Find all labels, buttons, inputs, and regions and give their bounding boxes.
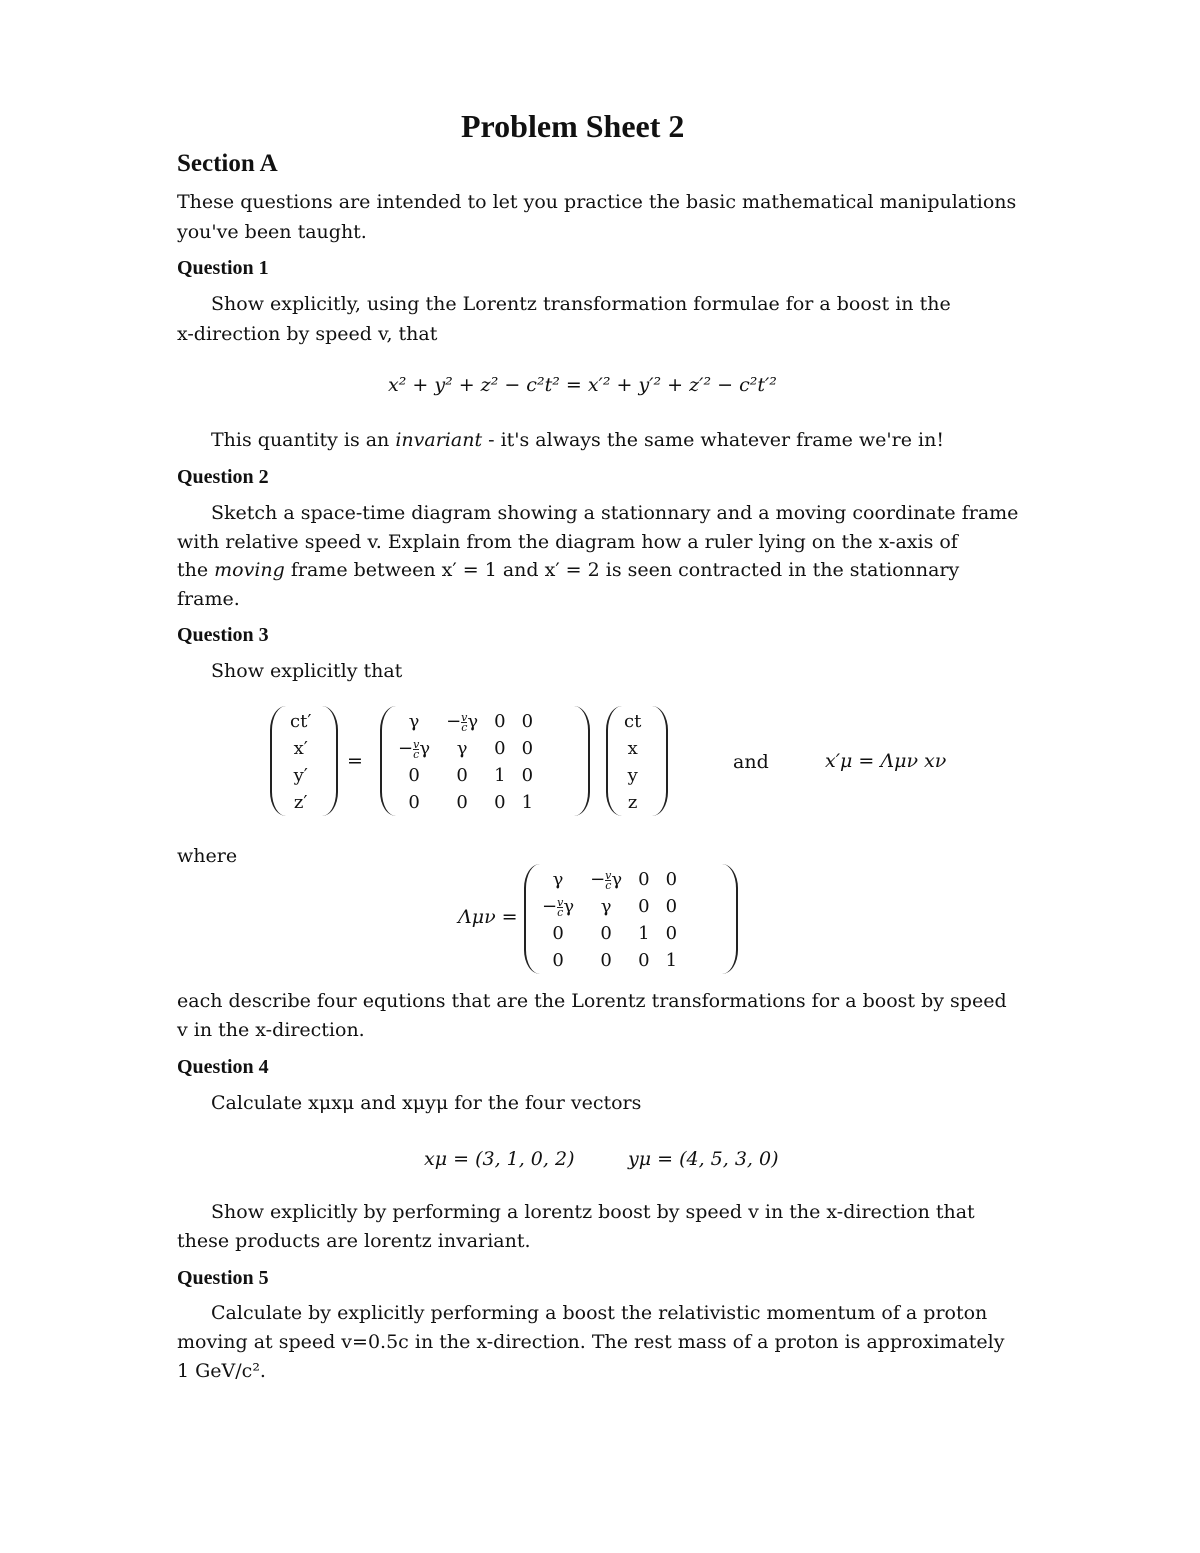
vector-y: yμ = (4, 5, 3, 0) — [628, 1148, 779, 1170]
invariant-equation: x² + y² + z² − c²t² = x′² + y′² + z′² − c²t′² — [388, 374, 777, 396]
question-4-line2: Show explicitly by performing a lorentz boost by speed v in the x-direction that — [211, 1201, 975, 1223]
where-word: where — [177, 845, 238, 867]
rhs-z: z — [627, 792, 638, 813]
question-3-line1: Show explicitly that — [211, 660, 403, 682]
lhs-z: z′ — [293, 792, 308, 813]
question-3-after2: v in the x-direction. — [177, 1019, 365, 1041]
question-5-line3: 1 GeV/c². — [177, 1360, 266, 1382]
note-text-end: - it's always the same whatever frame we're in! — [482, 429, 944, 451]
question-1-line1: Show explicitly, using the Lorentz transformation formulae for a boost in the — [211, 293, 951, 315]
question-1-heading: Question 1 — [177, 257, 269, 279]
line3-end: frame between x′ = 1 and x′ = 2 is seen contracted in the stationnary — [284, 559, 960, 581]
lhs-y: y′ — [293, 765, 308, 786]
question-2-line4: frame. — [177, 588, 240, 610]
question-3-heading: Question 3 — [177, 624, 269, 646]
section-intro-line1: These questions are intended to let you practice the basic mathematical manipulations — [177, 191, 1017, 213]
question-3-after1: each describe four equtions that are the Lorentz transformations for a boost by speed — [177, 990, 1007, 1012]
lhs-ct: ct′ — [290, 711, 312, 732]
lhs-vector — [282, 708, 319, 816]
lorentz-matrix: γ − $\frac{v}{c}$ γ 0 0 − $\frac{v}{c}$ γ γ 0 0 0 0 1 0 0 0 0 1 — [398, 710, 534, 813]
lambda-label: Λμν = — [458, 906, 518, 928]
right-paren — [652, 706, 668, 816]
question-2-line2: with relative speed v. Explain from the diagram how a ruler lying on the x-axis of — [177, 531, 958, 553]
rhs-ct: ct — [624, 711, 642, 732]
question-2-line1: Sketch a space-time diagram showing a stationnary and a moving coordinate frame — [211, 502, 1019, 524]
rhs-vector — [616, 708, 649, 816]
rhs-x: x — [627, 738, 638, 759]
and-word: and — [733, 751, 769, 773]
vector-x: xμ = (3, 1, 0, 2) — [424, 1148, 575, 1170]
equals-sign: = — [347, 750, 363, 772]
question-4-line3: these products are lorentz invariant. — [177, 1230, 531, 1252]
question-4-heading: Question 4 — [177, 1056, 269, 1078]
line3-start: the — [177, 559, 215, 581]
question-4-line1: Calculate xμxμ and xμyμ for the four vectors — [211, 1092, 642, 1114]
section-intro-line2: you've been taught. — [177, 221, 367, 243]
right-paren — [322, 706, 338, 816]
lambda-matrix: γ − $\frac{v}{c}$ γ 0 0 − $\frac{v}{c}$ γ γ 0 0 0 0 1 0 0 0 0 1 — [542, 868, 678, 971]
page-title: Problem Sheet 2 — [461, 108, 685, 144]
question-1-note — [211, 426, 944, 455]
rhs-y: y — [627, 765, 638, 786]
question-2-heading: Question 2 — [177, 466, 269, 488]
note-text: This quantity is an — [211, 429, 396, 451]
question-5-line1: Calculate by explicitly performing a boost the relativistic momentum of a proton — [211, 1302, 988, 1324]
question-1-line2: x-direction by speed v, that — [177, 323, 438, 345]
question-5-line2: moving at speed v=0.5c in the x-direction. The rest mass of a proton is approximately — [177, 1331, 1005, 1353]
line3-emphasis: moving — [214, 559, 285, 581]
question-5-heading: Question 5 — [177, 1267, 269, 1289]
right-paren — [574, 706, 590, 816]
note-emphasis: invariant — [395, 429, 483, 451]
compact-transform: x′μ = Λμν xν — [825, 750, 947, 772]
question-2-line3 — [177, 556, 959, 585]
right-paren — [722, 864, 738, 974]
section-heading: Section A — [177, 150, 278, 177]
lhs-x: x′ — [293, 738, 308, 759]
